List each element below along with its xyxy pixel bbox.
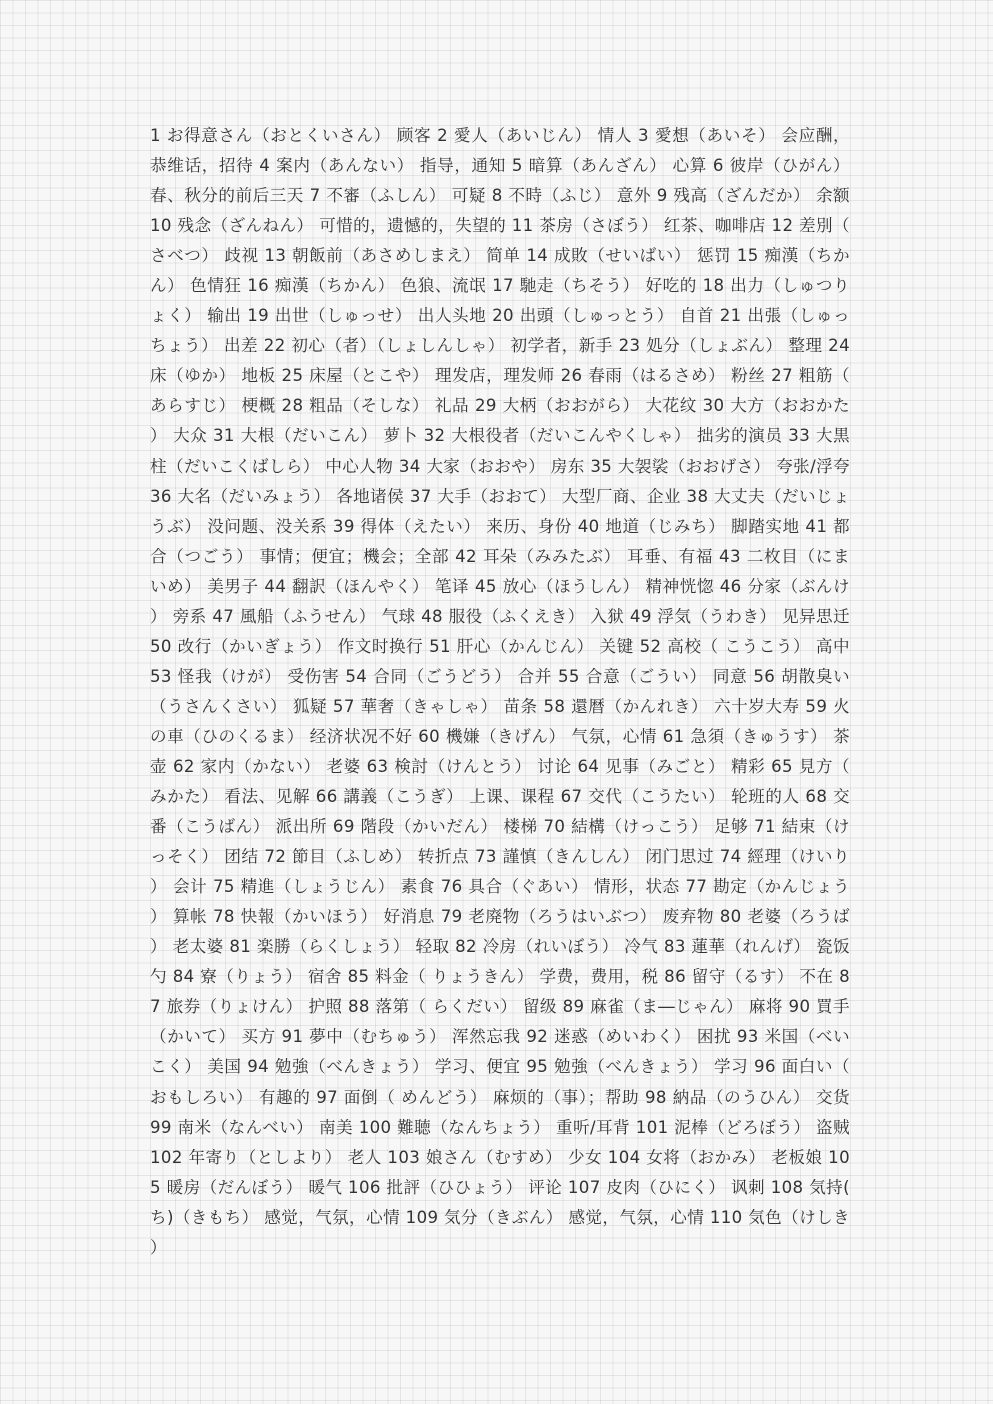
document-page — [150, 121, 850, 1261]
vocabulary-text-block: 1 お得意さん（おとくいさん） 顾客 2 愛人（あいじん） 情人 3 愛想（あいそ） 会应酬，恭维话，招待 4 案内（あんない） 指导，通知 5 暗算（あんざん） 心算 6 彼岸（ひがん） 春、秋分的前后三天 7 不審（ふしん） 可疑 8 不時（ふじ） 意外 9 残高（ざんだか） 余额 10 残念（ざんねん） 可惜的，遗憾的，失望的 11 茶房（さぼう） 红茶、咖啡店 12 差別（さべつ） 歧视 13 朝飯前（あさめしまえ） 简单 14 成敗（せいばい） 惩罚 15 痴漢（ちかん） 色情狂 16 痴漢（ちかん） 色狼、流氓 17 馳走（ちそう） 好吃的 18 出力（しゅつりょく） 输出 19 出世（しゅっせ） 出人头地 20 出頭（しゅっとう） 自首 21 出張（しゅっちょう） 出差 22 初心（者）（しょしんしゃ） 初学者，新手 23 処分（しょぶん） 整理 24 床（ゆか） 地板 25 床屋（とこや） 理发店，理发师 26 春雨（はるさめ） 粉丝 27 粗筋（あらすじ） 梗概 28 粗品（そしな） 礼品 29 大柄（おおがら） 大花纹 30 大方（おおかた） 大众 31 大根（だいこん） 萝卜 32 大根役者（だいこんやくしゃ） 拙劣的演员 33 大黒柱（だいこくばしら） 中心人物 34 大家（おおや） 房东 35 大袈裟（おおげさ） 夸张/浮夸 36 大名（だいみょう） 各地诸侯 37 大手（おおて） 大型厂商、企业 38 大丈夫（だいじょうぶ） 没问题、没关系 39 得体（えたい） 来历、身份 40 地道（じみち） 脚踏实地 41 都合（つごう） 事情；便宜；機会；全部 42 耳朵（みみたぶ） 耳垂、有福 43 二枚目（にまいめ） 美男子 44 翻訳（ほんやく） 笔译 45 放心（ほうしん） 精神恍惚 46 分家（ぶんけ） 旁系 47 風船（ふうせん） 气球 48 服役（ふくえき） 入狱 49 浮気（うわき） 见异思迁 50 改行（かいぎょう） 作文时换行 51 肝心（かんじん） 关键 52 高校（ こうこう） 高中 53 怪我（けが） 受伤害 54 合同（ごうどう） 合并 55 合意（ごうい） 同意 56 胡散臭い（うさんくさい） 狐疑 57 華奢（きゃしゃ） 苗条 58 還暦（かんれき） 六十岁大寿 59 火の車（ひのくるま） 经济状况不好 60 機嫌（きげん） 气氛，心情 61 急須（きゅうす） 茶壶 62 家内（かない） 老婆 63 検討（けんとう） 讨论 64 见事（みごと） 精彩 65 見方（みかた） 看法、见解 66 講義（こうぎ） 上课、课程 67 交代（こうたい） 轮班的人 68 交番（こうばん） 派出所 69 階段（かいだん） 楼梯 70 結構（けっこう） 足够 71 結束（けっそく） 团结 72 節目（ふしめ） 转折点 73 謹慎（きんしん） 闭门思过 74 經理（けいり） 会计 75 精進（しょうじん） 素食 76 具合（ぐあい） 情形，状态 77 勘定（かんじょう） 算帐 78 快報（かいほう） 好消息 79 老廃物（ろうはいぶつ） 废弃物 80 老婆（ろうば） 老太婆 81 楽勝（らくしょう） 轻取 82 冷房（れいぼう） 冷气 83 蓮華（れんげ） 瓷饭勺 84 寮（りょう） 宿舍 85 料金（ りょうきん） 学费，费用，税 86 留守（るす） 不在 87 旅券（りょけん） 护照 88 落第（ らくだい） 留级 89 麻雀（ま―じゃん） 麻将 90 買手（かいて） 买方 91 夢中（むちゅう） 浑然忘我 92 迷惑（めいわく） 困扰 93 米国（べいこく） 美国 94 勉強（べんきょう） 学习、便宜 95 勉強（べんきょう） 学习 96 面白い（ おもしろい） 有趣的 97 面倒（ めんどう） 麻烦的（事）；帮助 98 納品（のうひん） 交货 99 南米（なんべい） 南美 100 難聴（なんちょう） 重听/耳背 101 泥棒（どろぼう） 盗贼 102 年寄り（としより） 老人 103 娘さん（むすめ） 少女 104 女将（おかみ） 老板娘 105 暖房（だんぼう） 暖气 106 批評（ひひょう） 评论 107 皮肉（ひにく） 讽刺 108 気持(ち)（きもち） 感觉，气氛，心情 109 気分（きぶん） 感觉，气氛，心情 110 気色（けしき） — [150, 126, 850, 1257]
